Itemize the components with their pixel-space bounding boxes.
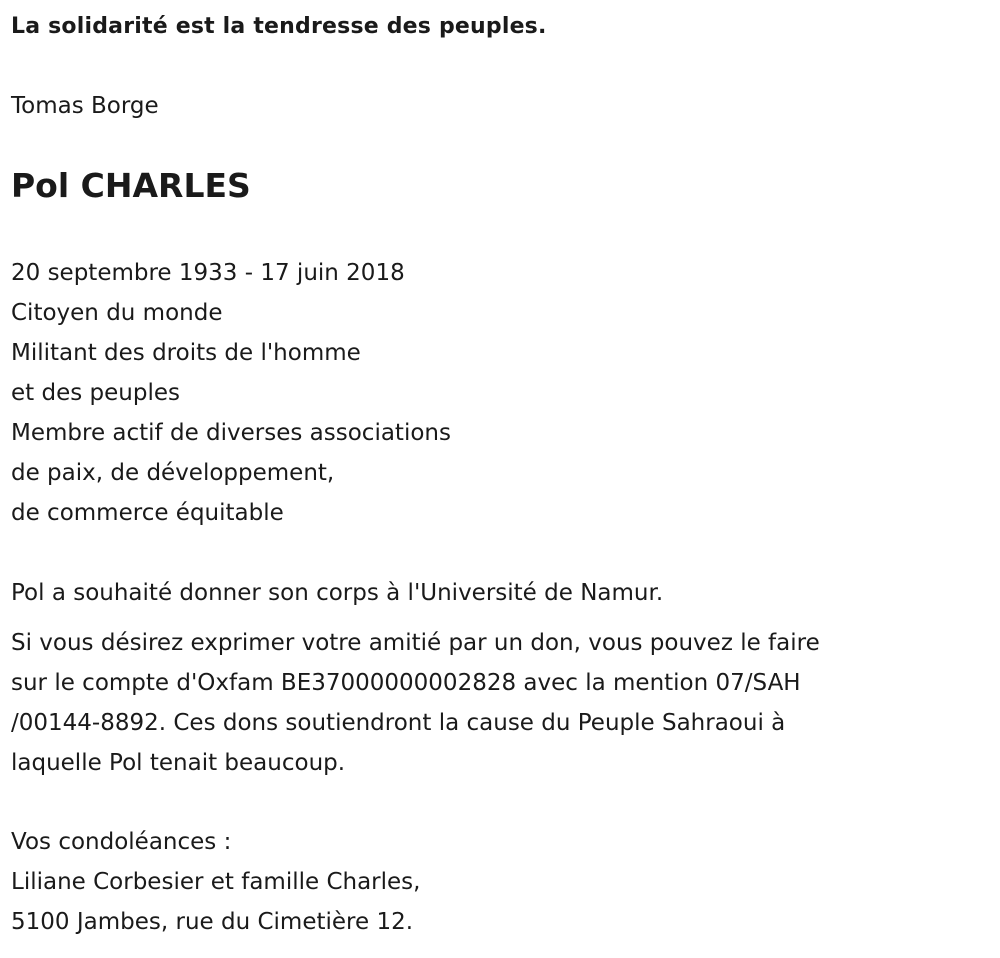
quote-author: Tomas Borge [11,93,159,119]
condolences-line: 5100 Jambes, rue du Cimetière 12. [11,909,414,935]
bio-line: de paix, de développement, [11,460,335,486]
paragraph-gap [11,613,820,623]
condolences-heading: Vos condoléances : [11,829,232,855]
donation-section [11,573,820,783]
bio-line: de commerce équitable [11,500,284,526]
bio-line: et des peuples [11,380,180,406]
body-line: Pol a souhaité donner son corps à l'Université de Namur. [11,580,664,606]
body-line: /00144-8892. Ces dons soutiendront la cause du Peuple Sahraoui à [11,710,786,736]
body-line: laquelle Pol tenait beaucoup. [11,750,346,776]
condolences-section [11,822,420,942]
deceased-name: Pol CHARLES [11,166,251,205]
condolences-line: Liliane Corbesier et famille Charles, [11,869,421,895]
quote-text: La solidarité est la tendresse des peuples. [11,14,547,39]
bio-section [11,253,451,533]
bio-line: Membre actif de diverses associations [11,420,451,446]
bio-line-dates: 20 septembre 1933 - 17 juin 2018 [11,260,405,286]
body-line: sur le compte d'Oxfam BE37000000002828 avec la mention 07/SAH [11,670,801,696]
bio-line: Militant des droits de l'homme [11,340,361,366]
body-line: Si vous désirez exprimer votre amitié par un don, vous pouvez le faire [11,630,820,656]
bio-line: Citoyen du monde [11,300,223,326]
